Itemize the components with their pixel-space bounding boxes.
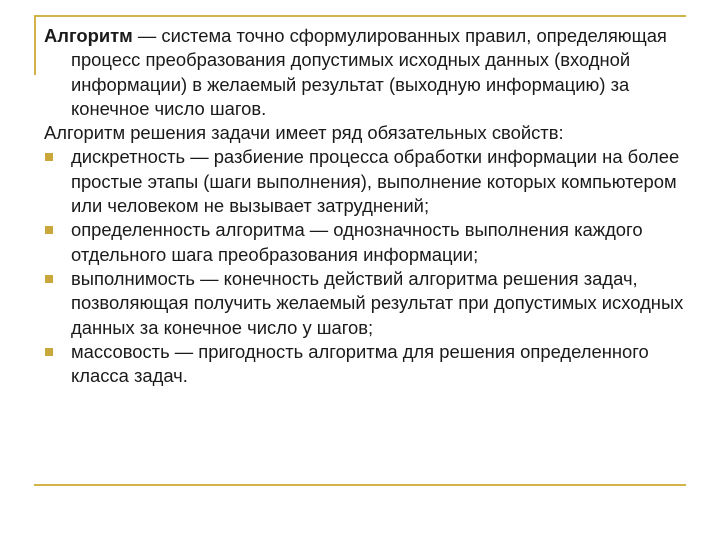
left-rule <box>34 15 36 75</box>
top-rule <box>34 15 686 17</box>
property-text: выполнимость — конечность действий алгоритма решения задач, позволяющая получить желаемый результат при допустимых исходных данных за конечное число у шагов; <box>71 267 684 338</box>
definition-term: Алгоритм <box>44 25 133 46</box>
properties-intro: Алгоритм решения задачи имеет ряд обязательных свойств: <box>44 122 564 144</box>
list-item <box>44 340 694 389</box>
slide-content <box>44 24 694 388</box>
list-item <box>44 267 694 340</box>
property-text: дискретность — разбиение процесса обработки информации на более простые этапы (шаги выполнения), выполнение которых компьютером или человеком не вызывает затруднений; <box>71 146 680 217</box>
bottom-rule <box>34 484 686 486</box>
definition-paragraph <box>44 24 694 121</box>
list-item <box>44 145 694 218</box>
square-bullet-icon <box>45 153 53 161</box>
list-item <box>44 218 694 267</box>
square-bullet-icon <box>45 226 53 234</box>
property-text: массовость — пригодность алгоритма для решения определенного класса задач. <box>71 340 649 387</box>
square-bullet-icon <box>45 275 53 283</box>
definition-text: — система точно сформулированных правил, определяющая процесс преобразования допустимых исходных данных (входной информации) в желаемый результат (выходную информацию) за конечное число шагов. <box>71 25 667 119</box>
property-text: определенность алгоритма — однозначность выполнения каждого отдельного шага преобразования информации; <box>71 219 643 265</box>
square-bullet-icon <box>45 348 53 356</box>
properties-list <box>44 145 694 388</box>
